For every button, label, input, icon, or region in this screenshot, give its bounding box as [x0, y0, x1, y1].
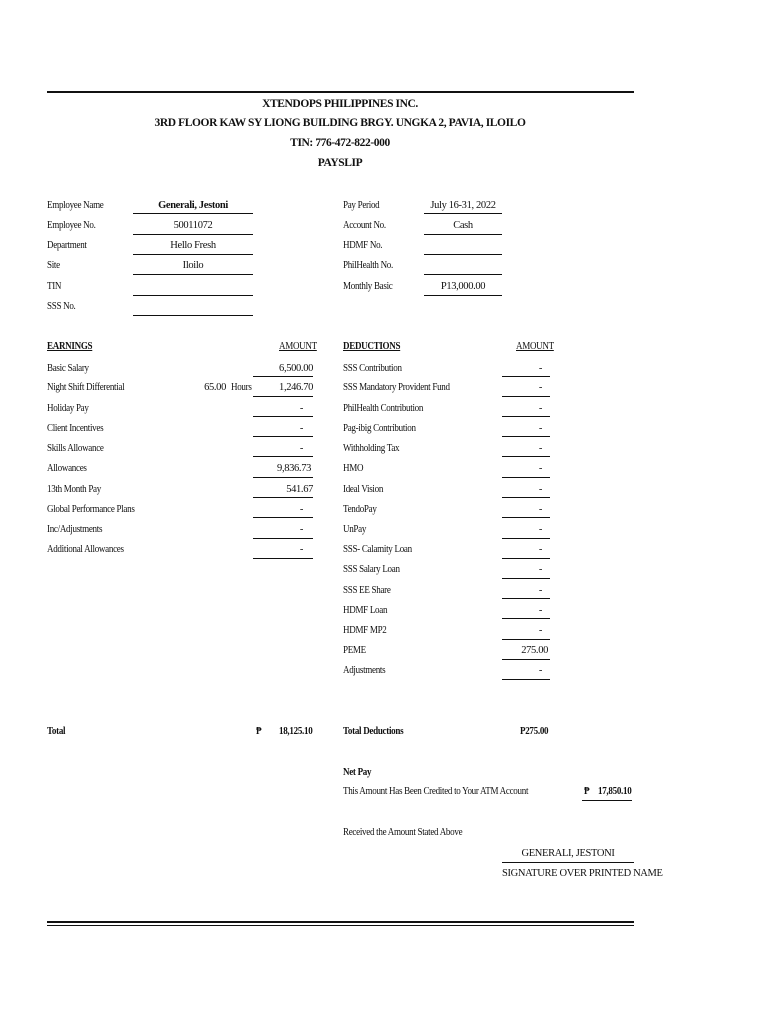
net-pay-note: This Amount Has Been Credited to Your ATM Account: [343, 786, 529, 797]
account-no-underline: [424, 234, 502, 235]
earnings-row-underline: [253, 517, 313, 518]
earnings-row-amount: -: [299, 544, 303, 555]
company-tin: TIN: 776-472-822-000: [290, 137, 390, 149]
earnings-row-amount: -: [299, 443, 303, 454]
earnings-row-underline: [253, 558, 313, 559]
total-label: Total: [47, 726, 66, 737]
deductions-row-label: SSS- Calamity Loan: [343, 544, 412, 555]
deductions-row-amount: 275.00: [521, 645, 548, 656]
deductions-row-label: PEME: [343, 645, 366, 656]
department-value: Hello Fresh: [170, 240, 216, 251]
deductions-row-amount: -: [538, 504, 542, 515]
earnings-row-underline: [253, 538, 313, 539]
deductions-row-amount: -: [538, 585, 542, 596]
employee-name-underline: [133, 213, 253, 214]
deductions-row-underline: [502, 396, 550, 397]
monthly-basic-label: Monthly Basic: [343, 281, 393, 292]
payslip-title: PAYSLIP: [317, 157, 363, 169]
deductions-row-label: Adjustments: [343, 665, 386, 676]
deductions-row-underline: [502, 436, 550, 437]
deductions-row-underline: [502, 517, 550, 518]
net-pay-value: 17,850.10: [598, 786, 632, 797]
monthly-basic-underline: [424, 295, 502, 296]
sss-no-label: SSS No.: [47, 301, 76, 312]
earnings-row-label: Holiday Pay: [47, 403, 89, 414]
signature-line: [502, 862, 634, 863]
earnings-row-amount: 9,836.73: [277, 463, 311, 474]
deductions-row-label: PhilHealth Contribution: [343, 403, 424, 414]
deductions-row-label: SSS EE Share: [343, 585, 391, 596]
deductions-row-label: SSS Salary Loan: [343, 564, 400, 575]
account-no-value: Cash: [453, 220, 473, 231]
earnings-row-underline: [253, 436, 313, 437]
pay-period-underline: [424, 213, 502, 214]
site-underline: [133, 274, 253, 275]
philhealth-no-label: PhilHealth No.: [343, 260, 393, 271]
earnings-row-label: 13th Month Pay: [47, 484, 101, 495]
earnings-row-amount: -: [299, 504, 303, 515]
deductions-row-amount: -: [538, 423, 542, 434]
earnings-row-underline: [253, 497, 313, 498]
deductions-row-amount: -: [538, 544, 542, 555]
deductions-row-amount: -: [538, 524, 542, 535]
earnings-row-label: Basic Salary: [47, 363, 89, 374]
tin-label: TIN: [47, 281, 62, 292]
net-pay-underline: [582, 800, 632, 801]
deductions-row-underline: [502, 497, 550, 498]
deductions-row-underline: [502, 558, 550, 559]
hdmf-no-label: HDMF No.: [343, 240, 383, 251]
deductions-row-label: HDMF Loan: [343, 605, 388, 616]
tin-underline: [133, 295, 253, 296]
net-pay-currency: ₱: [584, 786, 590, 797]
deductions-row-label: HMO: [343, 463, 364, 474]
earnings-row-label: Night Shift Differential: [47, 382, 125, 393]
bottom-rule: [47, 921, 634, 923]
earnings-row-amount: 6,500.00: [279, 363, 313, 374]
deductions-row-underline: [502, 679, 550, 680]
earnings-header: EARNINGS: [47, 341, 93, 352]
earnings-row-label: Client Incentives: [47, 423, 104, 434]
deductions-row-amount: -: [538, 484, 542, 495]
signer-name: GENERALI, JESTONI: [521, 848, 615, 859]
total-value: 18,125.10: [279, 726, 313, 737]
deductions-row-label: UnPay: [343, 524, 367, 535]
earnings-row-underline: [253, 396, 313, 397]
total-currency: ₱: [256, 726, 262, 737]
earnings-row-label: Allowances: [47, 463, 87, 474]
earnings-row-underline: [253, 477, 313, 478]
earnings-row-label: Inc/Adjustments: [47, 524, 103, 535]
company-address: 3RD FLOOR KAW SY LIONG BUILDING BRGY. UNGKA 2, PAVIA, ILOILO: [154, 117, 526, 129]
deductions-row-amount: -: [538, 463, 542, 474]
deductions-row-amount: -: [538, 403, 542, 414]
deductions-row-underline: [502, 376, 550, 377]
received-statement: Received the Amount Stated Above: [343, 827, 463, 838]
earnings-row-label: Global Performance Plans: [47, 504, 135, 515]
employee-no-label: Employee No.: [47, 220, 96, 231]
deductions-row-amount: -: [538, 605, 542, 616]
top-rule: [47, 91, 634, 93]
earnings-amount-header: AMOUNT: [279, 341, 317, 352]
sss-no-underline: [133, 315, 253, 316]
account-no-label: Account No.: [343, 220, 386, 231]
deductions-row-underline: [502, 639, 550, 640]
total-deductions-label: Total Deductions: [343, 726, 404, 737]
earnings-row-amount: 1,246.70: [279, 382, 313, 393]
earnings-row-amount: -: [299, 524, 303, 535]
deductions-row-amount: -: [538, 443, 542, 454]
deductions-row-amount: -: [538, 363, 542, 374]
deductions-row-underline: [502, 618, 550, 619]
pay-period-label: Pay Period: [343, 200, 380, 211]
employee-name-value: Generali, Jestoni: [158, 200, 228, 211]
deductions-row-amount: -: [538, 382, 542, 393]
employee-no-value: 50011072: [173, 220, 213, 231]
total-deductions-value: P275.00: [520, 726, 549, 737]
deductions-row-underline: [502, 538, 550, 539]
deductions-row-amount: -: [538, 564, 542, 575]
pay-period-value: July 16-31, 2022: [430, 200, 496, 211]
deductions-row-amount: -: [538, 665, 542, 676]
earnings-row-amount: -: [299, 423, 303, 434]
deductions-header: DEDUCTIONS: [343, 341, 401, 352]
deductions-row-amount: -: [538, 625, 542, 636]
earnings-row-underline: [253, 376, 313, 377]
deductions-row-underline: [502, 456, 550, 457]
earnings-row-label: Skills Allowance: [47, 443, 104, 454]
deductions-row-underline: [502, 416, 550, 417]
deductions-row-underline: [502, 659, 550, 660]
deductions-row-label: Pag-ibig Contribution: [343, 423, 416, 434]
bottom-rule-inner: [47, 925, 634, 926]
earnings-row-underline: [253, 416, 313, 417]
deductions-row-label: SSS Contribution: [343, 363, 402, 374]
earnings-row-amount: 541.67: [286, 484, 313, 495]
deductions-row-label: Ideal Vision: [343, 484, 384, 495]
company-name: XTENDOPS PHILIPPINES INC.: [262, 98, 418, 110]
employee-no-underline: [133, 234, 253, 235]
deductions-row-underline: [502, 477, 550, 478]
employee-name-label: Employee Name: [47, 200, 104, 211]
hdmf-no-underline: [424, 254, 502, 255]
monthly-basic-value: P13,000.00: [440, 281, 486, 292]
deductions-row-label: TendoPay: [343, 504, 377, 515]
net-pay-label: Net Pay: [343, 767, 372, 778]
department-underline: [133, 254, 253, 255]
signature-caption: SIGNATURE OVER PRINTED NAME: [502, 868, 663, 879]
deductions-amount-header: AMOUNT: [516, 341, 554, 352]
night-shift-hours-label: Hours: [231, 382, 252, 393]
deductions-row-label: Withholding Tax: [343, 443, 400, 454]
night-shift-hours: 65.00: [204, 382, 226, 393]
site-value: Iloilo: [182, 260, 204, 271]
site-label: Site: [47, 260, 60, 271]
deductions-row-underline: [502, 578, 550, 579]
department-label: Department: [47, 240, 87, 251]
philhealth-no-underline: [424, 274, 502, 275]
earnings-row-amount: -: [299, 403, 303, 414]
deductions-row-underline: [502, 598, 550, 599]
earnings-row-label: Additional Allowances: [47, 544, 124, 555]
deductions-row-label: HDMF MP2: [343, 625, 387, 636]
earnings-row-underline: [253, 456, 313, 457]
deductions-row-label: SSS Mandatory Provident Fund: [343, 382, 450, 393]
